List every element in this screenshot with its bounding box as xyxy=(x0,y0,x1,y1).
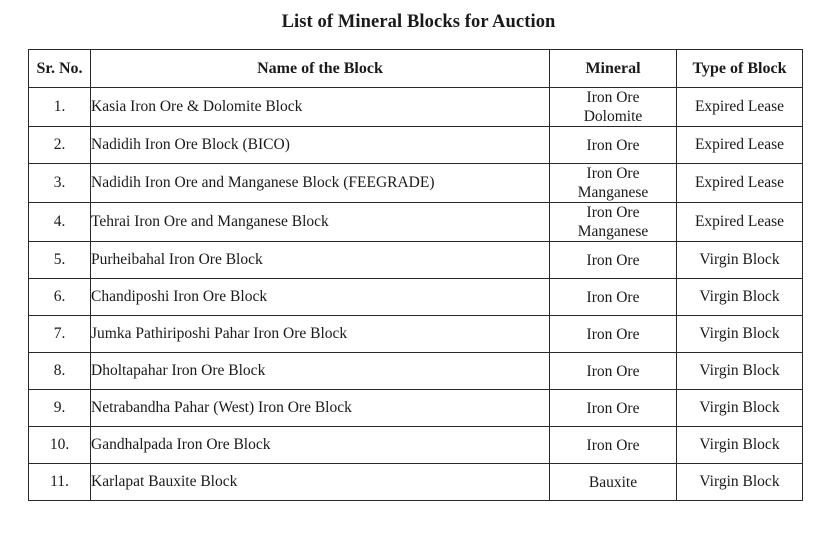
cell-sr-no: 9. xyxy=(29,390,91,427)
cell-sr-no: 2. xyxy=(29,127,91,164)
cell-sr-no: 10. xyxy=(29,427,91,464)
table-row xyxy=(29,88,803,127)
cell-block-name: Chandiposhi Iron Ore Block xyxy=(91,279,550,316)
cell-mineral xyxy=(550,203,677,242)
cell-sr-no: 11. xyxy=(29,464,91,501)
table-row xyxy=(29,203,803,242)
cell-sr-no: 3. xyxy=(29,164,91,203)
table-header-row xyxy=(29,50,803,88)
mineral-name: Iron Ore xyxy=(586,204,640,221)
header-sr-no: Sr. No. xyxy=(29,50,91,88)
cell-block-name: Tehrai Iron Ore and Manganese Block xyxy=(91,203,550,242)
mineral-name: Manganese xyxy=(577,223,649,240)
cell-mineral xyxy=(550,353,677,390)
cell-block-type: Expired Lease xyxy=(677,88,803,127)
cell-block-name: Dholtapahar Iron Ore Block xyxy=(91,353,550,390)
cell-block-type: Expired Lease xyxy=(677,203,803,242)
mineral-name: Bauxite xyxy=(588,473,638,491)
table-row xyxy=(29,427,803,464)
table-row xyxy=(29,164,803,203)
table-body xyxy=(29,88,803,501)
table-row xyxy=(29,464,803,501)
cell-mineral xyxy=(550,316,677,353)
header-block-name: Name of the Block xyxy=(91,50,550,88)
mineral-name: Manganese xyxy=(577,184,649,201)
mineral-blocks-table xyxy=(28,49,803,501)
cell-block-type: Expired Lease xyxy=(677,164,803,203)
cell-block-type: Virgin Block xyxy=(677,316,803,353)
cell-block-type: Virgin Block xyxy=(677,353,803,390)
cell-block-name: Jumka Pathiriposhi Pahar Iron Ore Block xyxy=(91,316,550,353)
cell-sr-no: 1. xyxy=(29,88,91,127)
table-row xyxy=(29,353,803,390)
table-row xyxy=(29,242,803,279)
cell-sr-no: 5. xyxy=(29,242,91,279)
mineral-name: Iron Ore xyxy=(586,165,640,182)
cell-block-type: Virgin Block xyxy=(677,390,803,427)
mineral-name: Iron Ore xyxy=(586,89,640,106)
cell-mineral xyxy=(550,279,677,316)
cell-block-name: Purheibahal Iron Ore Block xyxy=(91,242,550,279)
table-row xyxy=(29,390,803,427)
cell-mineral xyxy=(550,427,677,464)
cell-block-name: Netrabandha Pahar (West) Iron Ore Block xyxy=(91,390,550,427)
mineral-name: Iron Ore xyxy=(586,288,640,306)
cell-sr-no: 4. xyxy=(29,203,91,242)
mineral-name: Iron Ore xyxy=(586,251,640,269)
table-row xyxy=(29,316,803,353)
table-row xyxy=(29,279,803,316)
mineral-name: Dolomite xyxy=(583,108,643,125)
page-title: List of Mineral Blocks for Auction xyxy=(281,12,556,32)
cell-sr-no: 6. xyxy=(29,279,91,316)
mineral-name: Iron Ore xyxy=(586,136,640,154)
cell-block-type: Virgin Block xyxy=(677,464,803,501)
cell-block-name: Karlapat Bauxite Block xyxy=(91,464,550,501)
cell-block-name: Kasia Iron Ore & Dolomite Block xyxy=(91,88,550,127)
header-mineral: Mineral xyxy=(550,50,677,88)
header-block-type: Type of Block xyxy=(677,50,803,88)
cell-mineral xyxy=(550,464,677,501)
mineral-name: Iron Ore xyxy=(586,399,640,417)
cell-block-type: Virgin Block xyxy=(677,279,803,316)
cell-mineral xyxy=(550,164,677,203)
mineral-name: Iron Ore xyxy=(586,362,640,380)
cell-mineral xyxy=(550,390,677,427)
cell-block-name: Nadidih Iron Ore and Manganese Block (FEEGRADE) xyxy=(91,164,550,203)
cell-block-type: Virgin Block xyxy=(677,242,803,279)
cell-sr-no: 8. xyxy=(29,353,91,390)
table-row xyxy=(29,127,803,164)
cell-mineral xyxy=(550,127,677,164)
cell-block-type: Virgin Block xyxy=(677,427,803,464)
cell-mineral xyxy=(550,242,677,279)
cell-block-type: Expired Lease xyxy=(677,127,803,164)
mineral-name: Iron Ore xyxy=(586,325,640,343)
cell-block-name: Nadidih Iron Ore Block (BICO) xyxy=(91,127,550,164)
mineral-name: Iron Ore xyxy=(586,436,640,454)
cell-sr-no: 7. xyxy=(29,316,91,353)
cell-block-name: Gandhalpada Iron Ore Block xyxy=(91,427,550,464)
cell-mineral xyxy=(550,88,677,127)
